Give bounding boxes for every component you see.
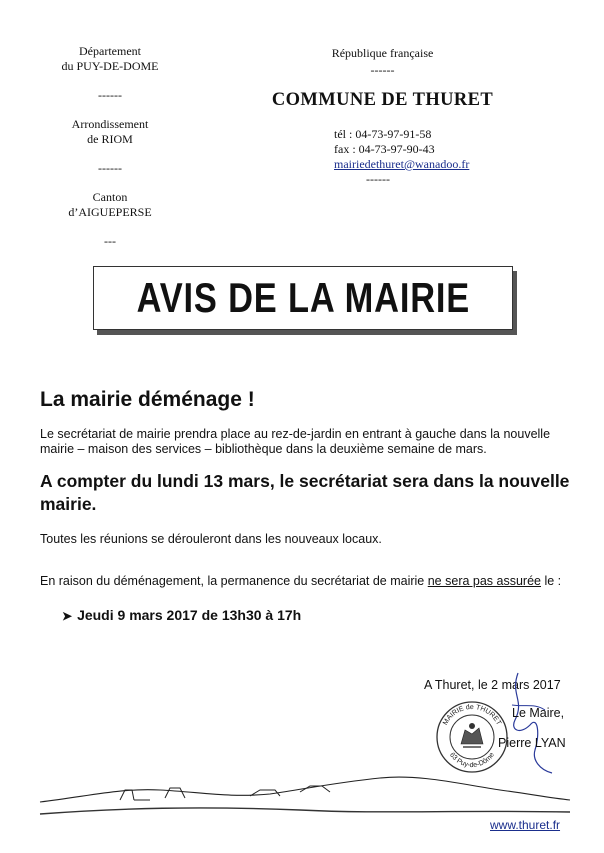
paragraph-relocation: Le secrétariat de mairie prendra place au rez-de-jardin en entrant à gauche dans la nouvelle mairie – maison des services – bibliothèque dans la deuxième semaine de mars. [40, 427, 551, 456]
republique-label: République française [331, 46, 434, 60]
departement-value: du PUY-DE-DOME [61, 59, 159, 73]
commune-title: COMMUNE DE THURET [271, 90, 494, 110]
separator: ------ [98, 161, 122, 175]
arrondissement-label: Arrondissement [71, 117, 149, 131]
email-link[interactable]: mairiedethuret@wanadoo.fr [334, 157, 470, 171]
permanence-text-start: En raison du déménagement, la permanence du secrétariat de mairie [40, 574, 428, 588]
phone-number: tél : 04-73-97-91-58 [334, 127, 432, 141]
separator: ------ [370, 63, 395, 77]
signature-date: A Thuret, le 2 mars 2017 [424, 678, 561, 692]
canton-value: d’AIGUEPERSE [68, 205, 152, 219]
website-link[interactable]: www.thuret.fr [490, 818, 561, 832]
canton-label: Canton [92, 190, 128, 204]
departement-label: Département [79, 44, 141, 58]
signature-name: Pierre LYAN [498, 736, 566, 750]
contact-block [334, 127, 540, 187]
notice-banner [93, 266, 513, 330]
paragraph-meetings: Toutes les réunions se dérouleront dans les nouveaux locaux. [40, 532, 382, 546]
banner-title: AVIS DE LA MAIRIE [136, 274, 470, 321]
arrow-bullet-icon: ➤ [62, 609, 73, 623]
arrondissement-value: de RIOM [87, 132, 133, 146]
header-right [250, 46, 540, 187]
permanence-underlined: ne sera pas assurée [427, 574, 541, 588]
stamp-text-top: MAIRIE de THURET [442, 703, 503, 727]
stamp-text-bottom: 63 Puy-de-Dôme [448, 751, 496, 770]
closure-date-text: Jeudi 9 mars 2017 de 13h30 à 17h [77, 607, 302, 623]
signature-role: Le Maire, [512, 706, 565, 720]
paragraph-permanence [40, 574, 561, 588]
main-heading: La mairie déménage ! [40, 388, 255, 411]
date-heading: A compter du lundi 13 mars, le secrétariat sera dans la nouvelle mairie. [40, 471, 570, 514]
fax-number: fax : 04-73-97-90-43 [334, 142, 435, 156]
separator: ------ [98, 88, 122, 102]
separator: ------ [366, 172, 390, 186]
header-left [20, 44, 200, 263]
separator: --- [104, 234, 116, 248]
permanence-text-end: le : [541, 574, 562, 588]
closure-date-item [62, 607, 301, 623]
